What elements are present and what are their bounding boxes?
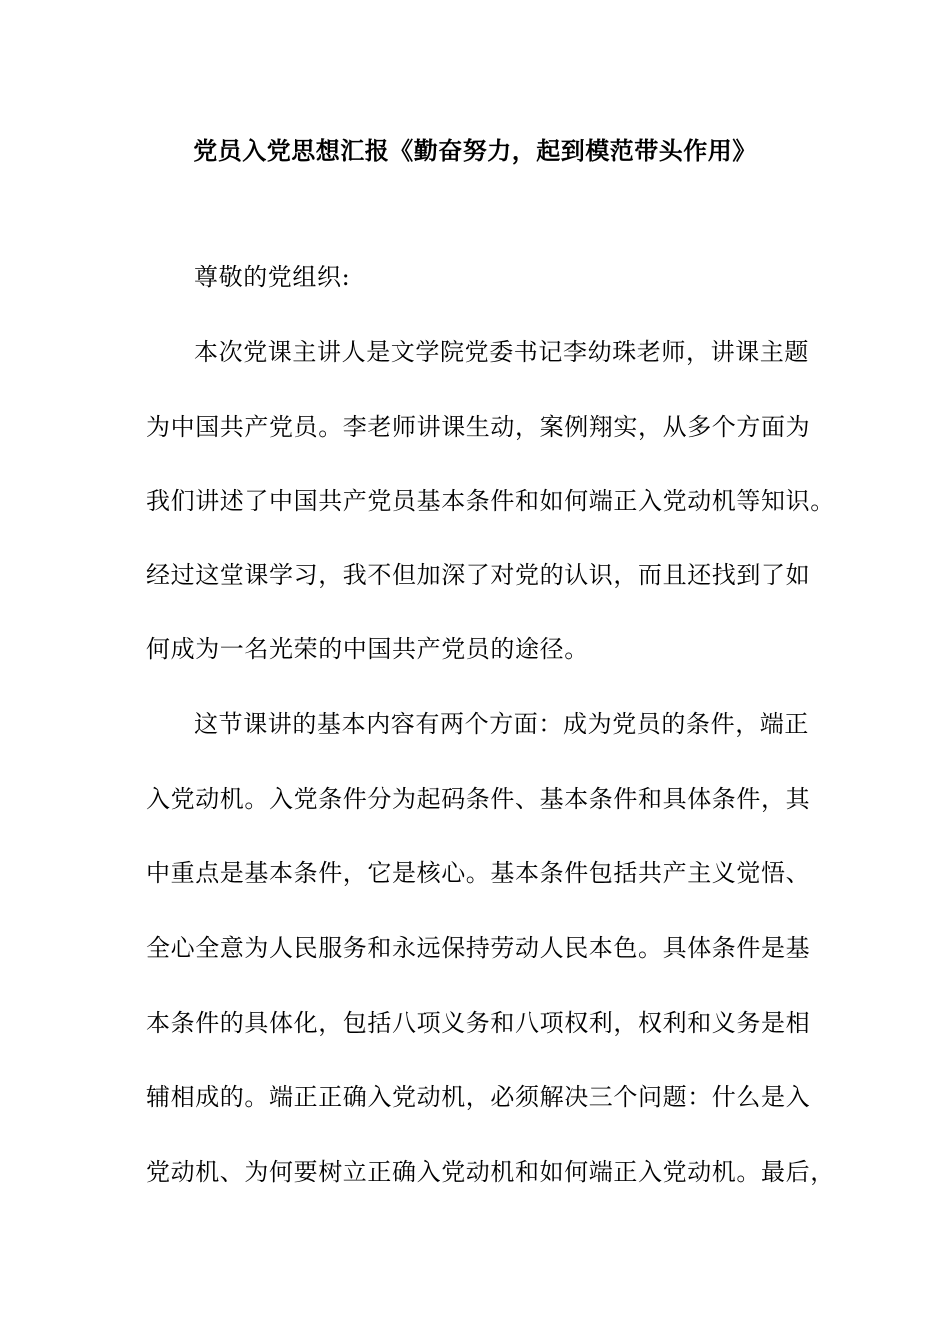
paragraph-line: 党动机、为何要树立正确入党动机和如何端正入党动机。最后， — [146, 1158, 835, 1186]
paragraph-line: 中重点是基本条件，它是核心。基本条件包括共产主义觉悟、 — [146, 859, 811, 887]
paragraph-line: 何成为一名光荣的中国共产党员的途径。 — [146, 635, 589, 663]
paragraph-line: 这节课讲的基本内容有两个方面：成为党员的条件，端正 — [194, 710, 809, 738]
salutation: 尊敬的党组织: — [194, 263, 351, 291]
paragraph-line: 本次党课主讲人是文学院党委书记李幼珠老师，讲课主题 — [194, 338, 809, 366]
paragraph-line: 辅相成的。端正正确入党动机，必须解决三个问题：什么是入 — [146, 1083, 811, 1111]
paragraph-line: 本条件的具体化，包括八项义务和八项权利，权利和义务是相 — [146, 1009, 811, 1037]
paragraph-line: 经过这堂课学习，我不但加深了对党的认识，而且还找到了如 — [146, 561, 811, 589]
paragraph-line: 我们讲述了中国共产党员基本条件和如何端正入党动机等知识。 — [146, 487, 835, 515]
paragraph-line: 全心全意为人民服务和永远保持劳动人民本色。具体条件是基 — [146, 934, 811, 962]
paragraph-line: 入党动机。入党条件分为起码条件、基本条件和具体条件，其 — [146, 785, 811, 813]
paragraph-line: 为中国共产党员。李老师讲课生动，案例翔实，从多个方面为 — [146, 413, 811, 441]
document-title: 党员入党思想汇报《勤奋努力，起到模范带头作用》 — [193, 136, 757, 165]
